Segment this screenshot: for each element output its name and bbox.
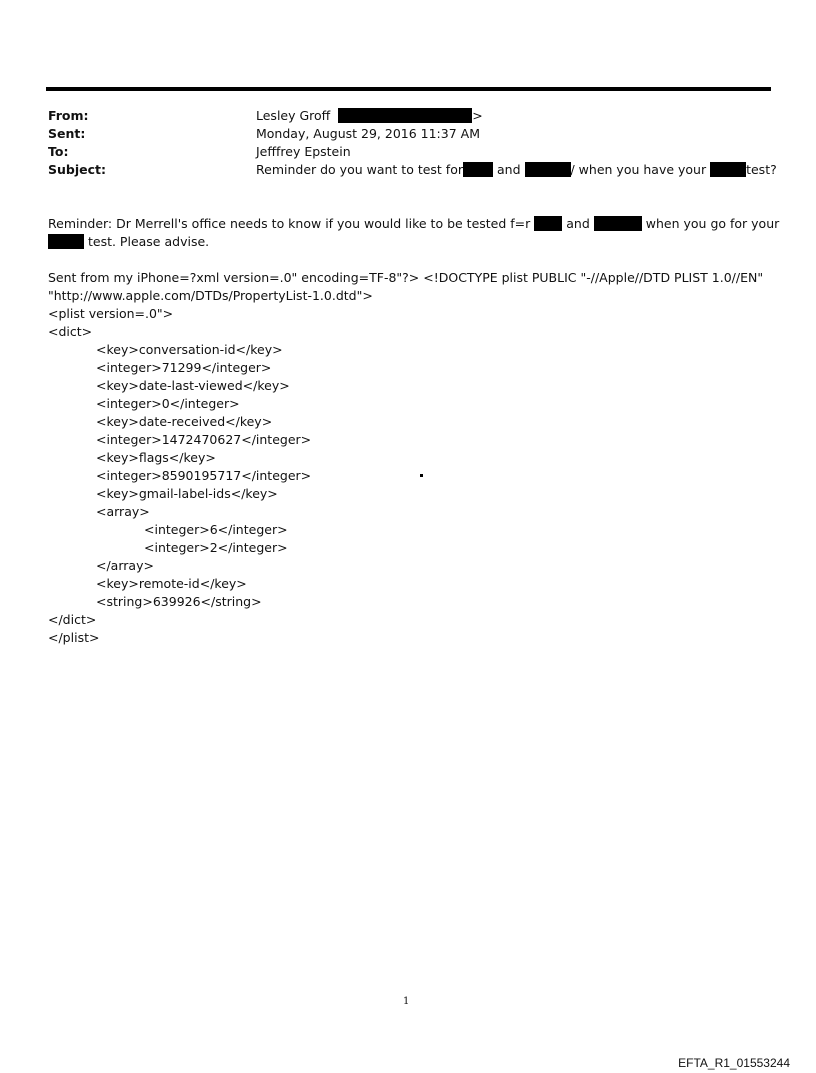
plist-line: <integer>71299</integer>: [96, 360, 272, 375]
plist-line: <key>remote-id</key>: [96, 576, 247, 591]
to-label: To:: [48, 144, 69, 159]
sent-from-line-2: "http://www.apple.com/DTDs/PropertyList-1.0.dtd">: [48, 288, 373, 303]
plist-line: <integer>8590195717</integer>: [96, 468, 312, 483]
plist-line: <integer>6</integer>: [144, 522, 288, 537]
plist-line: <string>639926</string>: [96, 594, 262, 609]
from-label: From:: [48, 108, 89, 123]
body-line-1: [48, 215, 779, 233]
subject-label: Subject:: [48, 162, 106, 177]
from-value: [256, 107, 483, 125]
redaction-box: [338, 108, 472, 123]
redaction-box: [534, 216, 562, 231]
sent-label: Sent:: [48, 126, 86, 141]
bates-number: EFTA_R1_01553244: [678, 1056, 790, 1070]
body-line-2: [48, 233, 209, 251]
body-text-part: and: [566, 216, 590, 231]
subject-part: Reminder do you want to test for: [256, 162, 463, 177]
from-name: Lesley Groff: [256, 108, 331, 123]
from-suffix: >: [472, 108, 483, 123]
header-rule: [46, 87, 771, 91]
body-text-part: when you go for your: [645, 216, 780, 231]
redaction-box: [710, 162, 746, 177]
subject-part: and: [496, 162, 521, 177]
plist-line: <plist version=.0">: [48, 306, 174, 321]
plist-line: <key>flags</key>: [96, 450, 216, 465]
redaction-box: [525, 162, 571, 177]
plist-line: <key>date-last-viewed</key>: [96, 378, 290, 393]
to-value: Jefffrey Epstein: [256, 144, 351, 159]
plist-line: </array>: [96, 558, 154, 573]
plist-line: <integer>1472470627</integer>: [96, 432, 312, 447]
redaction-box: [48, 234, 84, 249]
plist-line: <key>gmail-label-ids</key>: [96, 486, 278, 501]
body-text-part: test. Please advise.: [87, 234, 210, 249]
plist-line: </plist>: [48, 630, 100, 645]
plist-line: <integer>0</integer>: [96, 396, 240, 411]
subject-part: test?: [746, 162, 777, 177]
redaction-box: [594, 216, 642, 231]
sent-value: Monday, August 29, 2016 11:37 AM: [256, 126, 480, 141]
subject-part: / when you have your: [570, 162, 707, 177]
scan-speck: [420, 474, 423, 477]
plist-line: <array>: [96, 504, 150, 519]
plist-line: </dict>: [48, 612, 97, 627]
plist-line: <dict>: [48, 324, 93, 339]
subject-value: [256, 161, 777, 179]
plist-line: <key>conversation-id</key>: [96, 342, 283, 357]
sent-from-line-1: Sent from my iPhone=?xml version=.0" encoding=TF-8"?> <!DOCTYPE plist PUBLIC "-//Apple//DTD PLIST 1.0//EN": [48, 270, 764, 285]
page-number: 1: [403, 996, 410, 1007]
body-text-part: Reminder: Dr Merrell's office needs to know if you would like to be tested f=r: [48, 216, 531, 231]
redaction-box: [463, 162, 493, 177]
plist-line: <integer>2</integer>: [144, 540, 288, 555]
plist-line: <key>date-received</key>: [96, 414, 273, 429]
